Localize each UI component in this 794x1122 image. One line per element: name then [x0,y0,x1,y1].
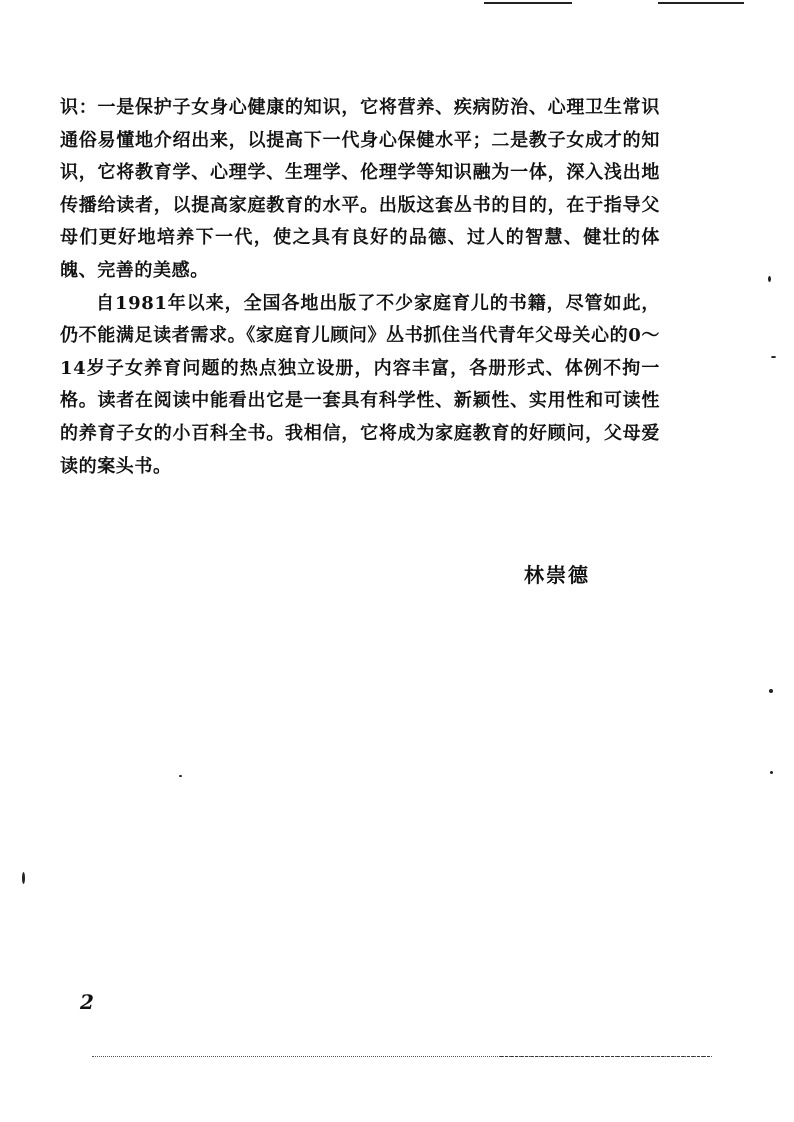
page-number: 2 [80,990,94,1014]
bottom-rule-dark-segment [500,1056,710,1057]
scan-speck [22,872,25,884]
scan-speck [179,775,182,777]
paragraph-2: 自1981年以来，全国各地出版了不少家庭育儿的书籍，尽管如此，仍不能满足读者需求。《家庭育儿顾问》丛书抓住当代青年父母关心的0～14岁子女养育问题的热点独立设册，内容丰富，各册形式、体例不拘一格。读者在阅读中能看出它是一套具有科学性、新颖性、实用性和可读性的养育子女的小百科全书。我相信，它将成为家庭教育的好顾问，父母爱读的案头书。 [60,292,660,477]
scan-speck [771,356,776,358]
scan-speck [770,771,773,774]
top-rule-left [484,2,572,4]
top-rule-right [658,2,744,4]
scan-speck [769,689,773,693]
body-text [60,92,660,483]
paragraph-1: 识：一是保护子女身心健康的知识，它将营养、疾病防治、心理卫生常识通俗易懂地介绍出来，以提高下一代身心保健水平；二是教子女成才的知识，它将教育学、心理学、生理学、伦理学等知识融为一体，深入浅出地传播给读者，以提高家庭教育的水平。出版这套丛书的目的，在于指导父母们更好地培养下一代，使之具有良好的品德、过人的智慧、健壮的体魄、完善的美感。 [60,97,660,281]
scan-speck [768,276,771,282]
author-signature: 林崇德 [524,563,590,587]
